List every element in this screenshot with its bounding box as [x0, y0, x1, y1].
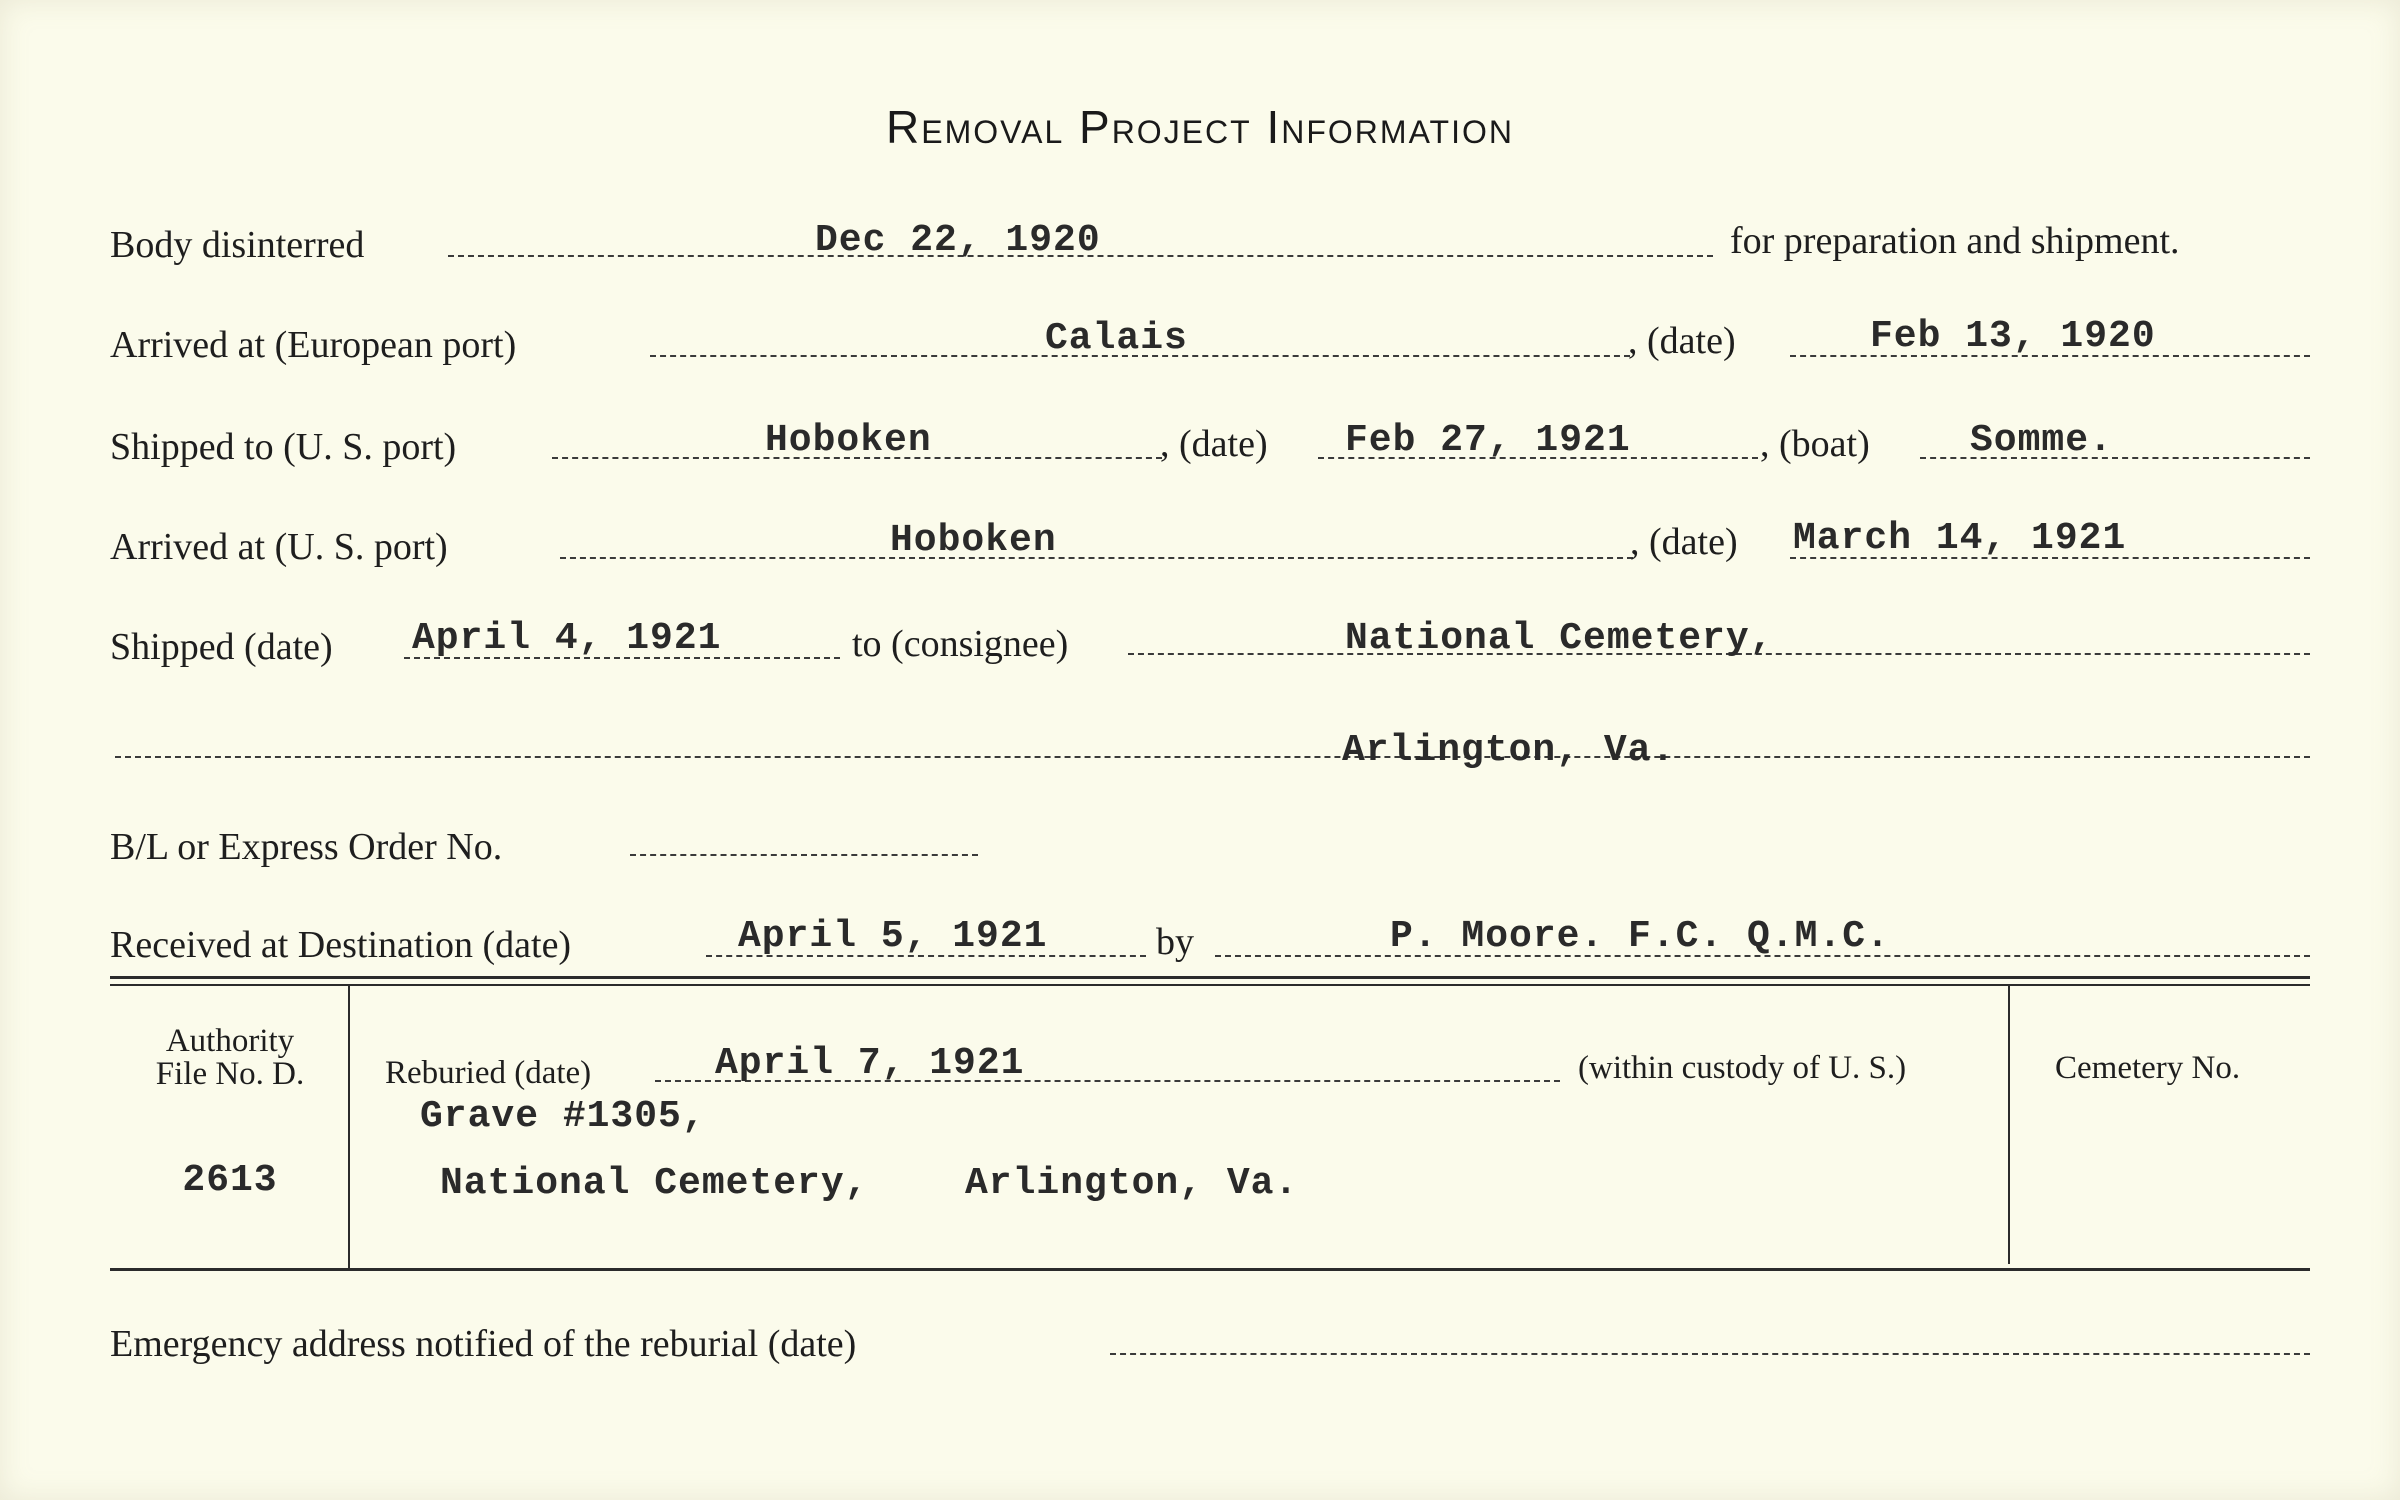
box-top-rule	[110, 976, 2310, 979]
reburied-label: Reburied (date)	[385, 1055, 592, 1091]
consignee-label: to (consignee)	[852, 623, 1069, 665]
box-top-rule-inner	[110, 984, 2310, 986]
reburial-cemetery: National Cemetery,	[440, 1162, 869, 1205]
emergency-line	[1110, 1353, 2310, 1355]
shipped-us-label: Shipped to (U. S. port)	[110, 426, 457, 468]
shipped-us-boat: Somme.	[1970, 419, 2113, 462]
received-date: April 5, 1921	[738, 915, 1048, 958]
shipped-label: Shipped (date)	[110, 626, 333, 668]
reburied-date: April 7, 1921	[715, 1042, 1025, 1085]
shipped-us-date: Feb 27, 1921	[1345, 419, 1631, 462]
box-divider-right	[2008, 986, 2010, 1264]
shipped-us-date-label: , (date)	[1160, 423, 1268, 465]
disinterred-label: Body disinterred	[110, 224, 365, 266]
european-port-date: Feb 13, 1920	[1870, 315, 2156, 358]
received-by-label: by	[1156, 921, 1194, 963]
cemetery-no-label: Cemetery No.	[2055, 1050, 2241, 1086]
european-port-date-label: , (date)	[1628, 320, 1736, 362]
authority-file-no: 2613	[182, 1159, 278, 1202]
shipped-date: April 4, 1921	[412, 617, 722, 660]
european-port-value: Calais	[1045, 317, 1188, 360]
grave-number: Grave #1305,	[420, 1095, 706, 1138]
received-label: Received at Destination (date)	[110, 924, 572, 966]
consignee-line-2-text: Arlington, Va.	[1342, 729, 1676, 772]
arrived-us-date: March 14, 1921	[1793, 517, 2127, 560]
box-divider-left	[348, 986, 350, 1268]
authority-label-1: Authority	[165, 1023, 295, 1059]
bl-label: B/L or Express Order No.	[110, 826, 503, 868]
reburial-location: Arlington, Va.	[965, 1162, 1299, 1205]
received-by: P. Moore. F.C. Q.M.C.	[1390, 915, 1890, 958]
bl-line	[630, 854, 978, 856]
consignee-line-2	[115, 756, 2310, 758]
arrived-us-date-label: , (date)	[1630, 521, 1738, 563]
custody-note: (within custody of U. S.)	[1578, 1050, 1907, 1086]
box-bottom-rule	[110, 1268, 2310, 1271]
shipped-us-boat-label: , (boat)	[1760, 423, 1870, 465]
consignee: National Cemetery,	[1345, 617, 1774, 660]
authority-label-2: File No. D.	[155, 1056, 305, 1092]
card-title: Removal Project Information	[886, 101, 1514, 153]
european-port-label: Arrived at (European port)	[110, 324, 517, 366]
disinterred-date: Dec 22, 1920	[815, 219, 1101, 262]
arrived-us-label: Arrived at (U. S. port)	[110, 526, 448, 568]
shipped-us-port: Hoboken	[765, 419, 932, 462]
disinterred-suffix: for preparation and shipment.	[1730, 220, 2180, 262]
arrived-us-port: Hoboken	[890, 519, 1057, 562]
arrived-us-line	[560, 557, 1633, 559]
emergency-label: Emergency address notified of the reburial (date)	[110, 1323, 857, 1365]
